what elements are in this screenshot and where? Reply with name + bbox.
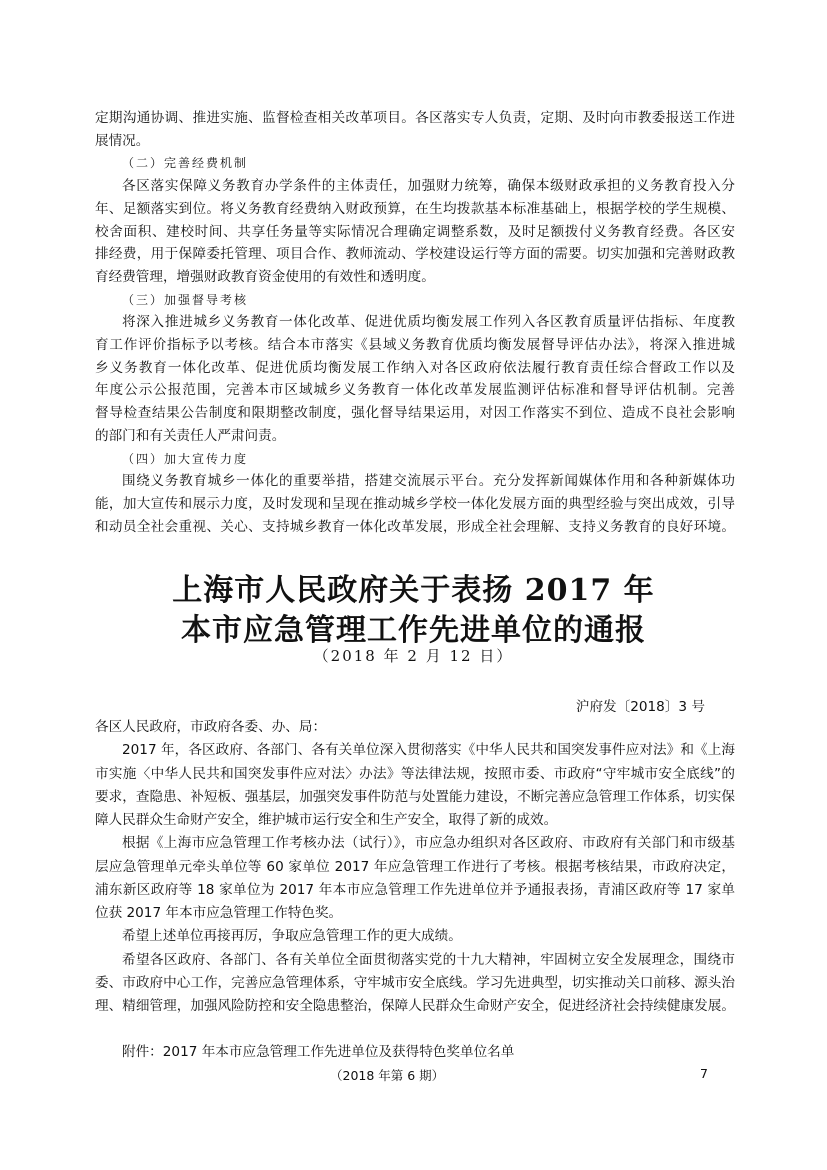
- paragraph-line: 根据《上海市应急管理工作考核办法（试行）》，市应急办组织对各区政府、市政府有关部门和市级基: [122, 835, 735, 852]
- page-number: 7: [700, 1066, 708, 1081]
- paragraph-line: 障人民群众生命财产安全，维护城市运行安全和生产安全，取得了新的成效。: [95, 812, 558, 828]
- paragraph-line: 围绕义务教育城乡一体化的重要举措，搭建交流展示平台。充分发挥新闻媒体作用和各种新媒体功: [122, 473, 735, 490]
- paragraph-line: 展情况。: [95, 132, 150, 149]
- paragraph-line: 督导检查结果公告制度和限期整改制度，强化督导结果运用，对因工作落实不到位、造成不良社会影响: [95, 405, 735, 422]
- salutation: 各区人民政府，市政府各委、办、局：: [95, 719, 327, 735]
- attachment-note: 附件：2017 年本市应急管理工作先进单位及获得特色奖单位名单: [122, 1044, 515, 1060]
- issue-label: （2018 年第 6 期）: [330, 1068, 445, 1083]
- section-heading: （二）完善经费机制: [122, 156, 249, 171]
- paragraph-line: 希望各区政府、各部门、各有关单位全面贯彻落实党的十九大精神，牢固树立安全发展理念，围绕市: [122, 951, 735, 968]
- paragraph-line: 市实施〈中华人民共和国突发事件应对法〉办法》等法律法规，按照市委、市政府“守牢城市安全底线”的: [95, 765, 735, 782]
- notice-date: （2018 年 2 月 12 日）: [313, 647, 514, 665]
- document-number: 沪府发〔2018〕3 号: [575, 699, 705, 715]
- paragraph-line: 定期沟通协调、推进实施、监督检查相关改革项目。各区落实专人负责，定期、及时向市教委报送工作进: [95, 110, 735, 126]
- paragraph-line: 将深入推进城乡义务教育一体化改革、促进优质均衡发展工作列入各区教育质量评估指标、年度教: [122, 314, 735, 331]
- paragraph-line: 和动员全社会重视、关心、支持城乡教育一体化改革发展，形成全社会理解、支持义务教育的良好环境。: [95, 518, 735, 535]
- paragraph-line: 能，加大宣传和展示力度，及时发现和呈现在推动城乡学校一体化发展方面的典型经验与突出成效，引导: [95, 495, 735, 512]
- paragraph-line: 2017 年，各区政府、各部门、各有关单位深入贯彻落实《中华人民共和国突发事件应对法》和《上海: [122, 742, 735, 759]
- paragraph-line: 希望上述单位再接再厉，争取应急管理工作的更大成绩。: [122, 928, 462, 945]
- paragraph-line: 各区落实保障义务教育办学条件的主体责任，加强财力统筹，确保本级财政承担的义务教育投入分: [122, 178, 735, 195]
- paragraph-line: 年度公示公报范围，完善本市区域城乡义务教育一体化改革发展监测评估标准和督导评估机制。完善: [95, 382, 735, 399]
- paragraph-line: 育工作评价指标予以考核。结合本市落实《县域义务教育优质均衡发展督导评估办法》，将深入推进城: [95, 337, 735, 353]
- notice-title-line-2: 本市应急管理工作先进单位的通报: [181, 613, 646, 648]
- paragraph-line: 校舍面积、建校时间、共享任务量等实际情况合理确定调整系数，及时足额拨付义务教育经费。各区安: [95, 223, 735, 240]
- section-heading: （三）加强督导考核: [122, 292, 249, 307]
- paragraph-line: 位获 2017 年本市应急管理工作特色奖。: [95, 905, 343, 921]
- paragraph-line: 排经费，用于保障委托管理、项目合作、教师流动、学校建设运行等方面的需要。切实加强和完善财政教: [95, 246, 735, 263]
- paragraph-line: 层应急管理单元牵头单位等 60 家单位 2017 年应急管理工作进行了考核。根据考核结果，市政府决定，: [95, 858, 735, 875]
- paragraph-line: 乡义务教育一体化改革、促进优质均衡发展工作纳入对各区政府依法履行教育责任综合督政工作以及: [95, 359, 735, 376]
- paragraph-line: 的部门和有关责任人严肃问责。: [95, 427, 286, 444]
- paragraph-line: 年、足额落实到位。将义务教育经费纳入财政预算，在生均拨款基本标准基础上，根据学校的学生规模、: [95, 200, 735, 217]
- section-heading: （四）加大宣传力度: [122, 451, 249, 466]
- paragraph-line: 浦东新区政府等 18 家单位为 2017 年本市应急管理工作先进单位并予通报表扬，青浦区政府等 17 家单: [95, 881, 735, 898]
- paragraph-line: 育经费管理，增强财政教育资金使用的有效性和透明度。: [95, 268, 435, 285]
- paragraph-line: 委、市政府中心工作，完善应急管理体系，守牢城市安全底线。学习先进典型，切实推动关口前移、源头治: [95, 974, 735, 991]
- notice-title-line-1: 上海市人民政府关于表扬 2017 年: [172, 573, 655, 608]
- paragraph-line: 理、精细管理，加强风险防控和安全隐患整治，保障人民群众生命财产安全，促进经济社会持续健康发展。: [95, 998, 735, 1014]
- paragraph-line: 要求，查隐患、补短板、强基层，加强突发事件防范与处置能力建设，不断完善应急管理工作体系，切实保: [95, 788, 735, 805]
